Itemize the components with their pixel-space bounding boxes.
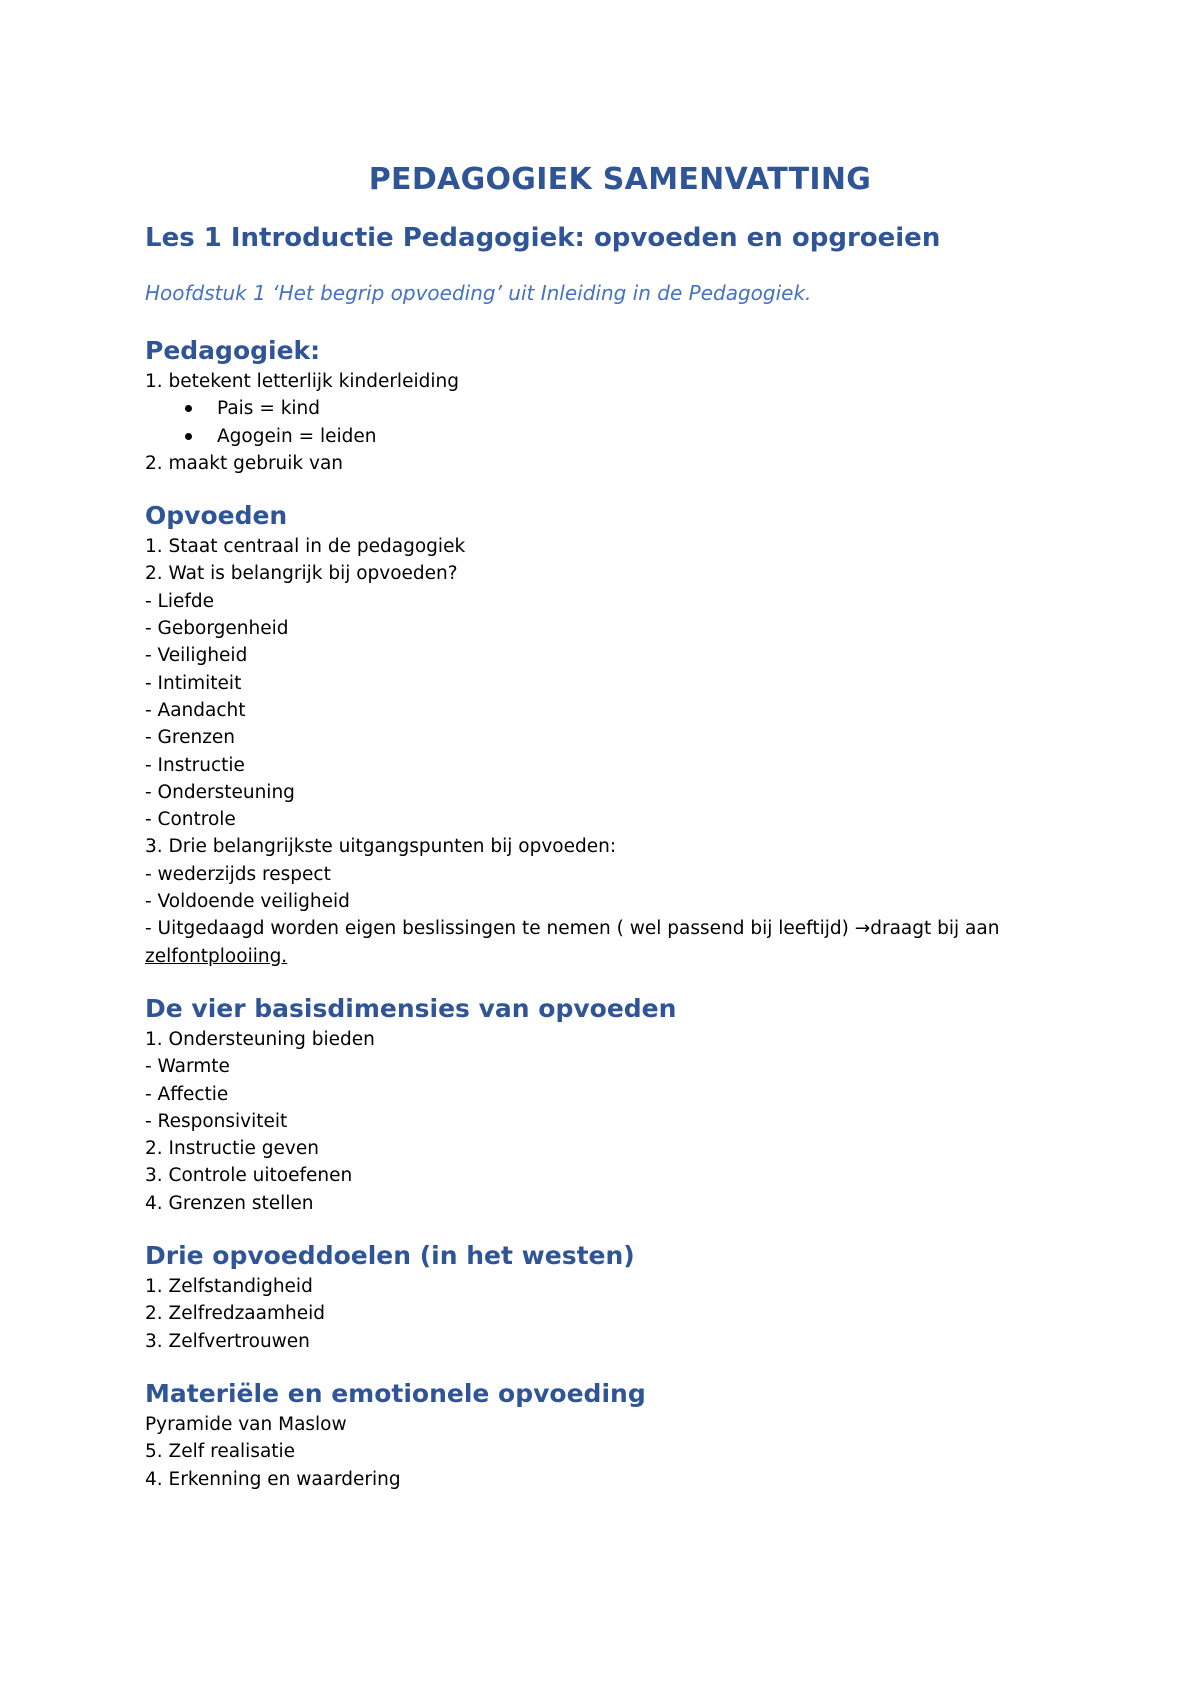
section-opvoeddoelen xyxy=(145,1239,1065,1355)
list-item: 2. Zelfredzaamheid xyxy=(145,1303,325,1325)
list-item: - wederzijds respect xyxy=(145,863,331,885)
list-item: 4. Erkenning en waardering xyxy=(145,1468,401,1490)
list-item: - Uitgedaagd worden eigen beslissingen te nemen ( wel passend bij leeftijd) →draagt bij aan xyxy=(145,918,1000,940)
underlined-text: zelfontplooiing. xyxy=(145,945,288,967)
list-item: 3. Controle uitoefenen xyxy=(145,1165,353,1187)
list-item: - Grenzen xyxy=(145,727,236,749)
bullet-text: Pais = kind xyxy=(217,398,321,420)
list-item: Pyramide van Maslow xyxy=(145,1413,347,1435)
list-item: - Geborgenheid xyxy=(145,618,289,640)
list-item: - Veiligheid xyxy=(145,645,248,667)
bullet-item xyxy=(145,423,1065,450)
list-item: 2. Wat is belangrijk bij opvoeden? xyxy=(145,563,458,585)
list-item: 1. Ondersteuning bieden xyxy=(145,1028,375,1050)
list-item: 4. Grenzen stellen xyxy=(145,1192,314,1214)
list-item: - Voldoende veiligheid xyxy=(145,891,350,913)
section-pedagogiek xyxy=(145,334,1065,477)
list-item: 1. Staat centraal in de pedagogiek xyxy=(145,536,466,558)
bullet-icon xyxy=(185,433,192,440)
section-heading-opvoeddoelen: Drie opvoeddoelen (in het westen) xyxy=(145,1241,635,1271)
document-body xyxy=(145,160,1065,1493)
bullet-icon xyxy=(185,405,192,412)
list-item: - Ondersteuning xyxy=(145,781,295,803)
list-item: 2. maakt gebruik van xyxy=(145,452,344,474)
list-item: - Responsiviteit xyxy=(145,1110,288,1132)
list-item: 1. Zelfstandigheid xyxy=(145,1276,313,1298)
document-title: PEDAGOGIEK SAMENVATTING xyxy=(368,162,872,197)
list-item: - Instructie xyxy=(145,754,245,776)
list-item: - Warmte xyxy=(145,1056,230,1078)
section-heading-pedagogiek: Pedagogiek: xyxy=(145,336,321,365)
section-heading-opvoeden: Opvoeden xyxy=(145,501,288,531)
section-heading-basisdimensies: De vier basisdimensies van opvoeden xyxy=(145,993,677,1023)
list-item: 5. Zelf realisatie xyxy=(145,1441,296,1463)
list-item: 3. Zelfvertrouwen xyxy=(145,1330,310,1352)
bullet-text: Agogein = leiden xyxy=(217,425,377,447)
list-item: - Liefde xyxy=(145,590,215,612)
list-item: 3. Drie belangrijkste uitgangspunten bij opvoeden: xyxy=(145,836,617,858)
list-item: 2. Instructie geven xyxy=(145,1138,319,1160)
section-basisdimensies xyxy=(145,992,1065,1217)
chapter-subtitle: Hoofdstuk 1 ‘Het begrip opvoeding’ uit Inleiding in de Pedagogiek. xyxy=(145,281,812,305)
section-opvoeden xyxy=(145,499,1065,970)
bullet-item xyxy=(145,395,1065,422)
section-heading-materiele: Materiële en emotionele opvoeding xyxy=(145,1378,646,1408)
list-item: - Controle xyxy=(145,809,236,831)
list-item: - Intimiteit xyxy=(145,672,242,694)
section-materiele-opvoeding xyxy=(145,1377,1065,1493)
list-item: - Affectie xyxy=(145,1083,229,1105)
lesson-heading: Les 1 Introductie Pedagogiek: opvoeden en opgroeien xyxy=(145,223,941,253)
list-item: 1. betekent letterlijk kinderleiding xyxy=(145,371,459,392)
list-item: - Aandacht xyxy=(145,699,246,721)
list-item-continuation xyxy=(145,943,1065,970)
